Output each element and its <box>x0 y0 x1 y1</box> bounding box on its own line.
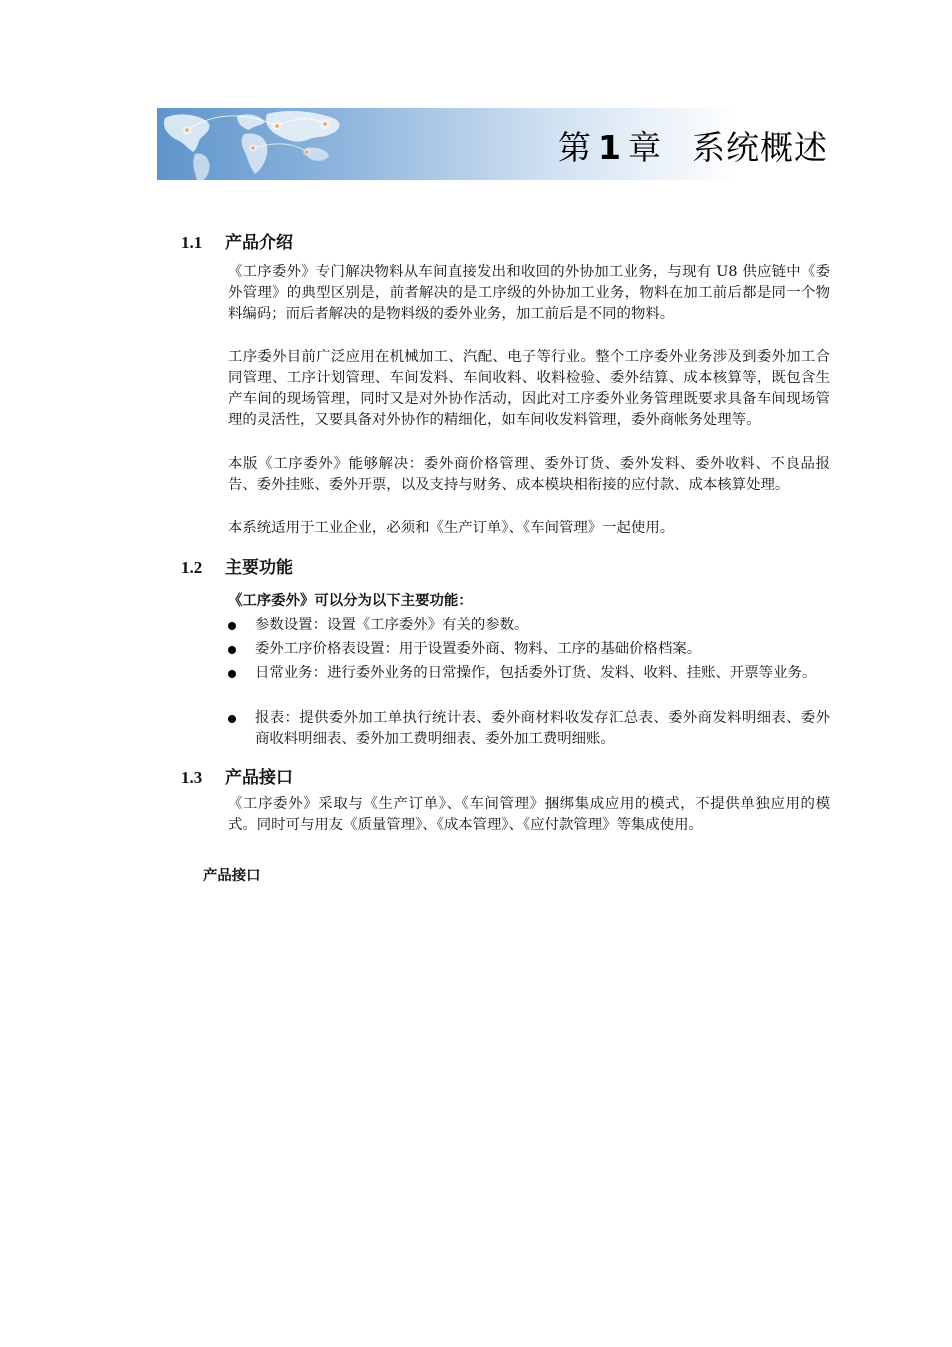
section-number: 1.3 <box>181 768 203 787</box>
bullet-icon <box>228 646 236 654</box>
bullet-icon <box>228 715 236 723</box>
paragraph: 本版《工序委外》能够解决：委外商价格管理、委外订货、委外发料、委外收料、不良品报告、委外挂账、委外开票，以及支持与财务、成本模块相衔接的应付款、成本核算处理。 <box>228 456 830 493</box>
list-item-text: 参数设置：设置《工序委外》有关的参数。 <box>255 617 529 633</box>
chapter-suffix: 章 <box>628 128 662 167</box>
list-item <box>228 663 830 684</box>
list-item-text: 委外工序价格表设置：用于设置委外商、物料、工序的基础价格档案。 <box>255 641 702 657</box>
paragraph: 《工序委外》专门解决物料从车间直接发出和收回的外协加工业务，与现有 U8 供应链中《委外管理》的典型区别是，前者解决的是工序级的外协加工业务，物料在加工前后都是同一个物料编码；而后者解决的是物料级的委外业务，加工前后是不同的物料。 <box>228 264 830 322</box>
list-item-text: 日常业务：进行委外业务的日常操作，包括委外订货、发料、收料、挂账、开票等业务。 <box>255 665 817 681</box>
section-title: 产品接口 <box>225 768 293 788</box>
paragraph: 工序委外目前广泛应用在机械加工、汽配、电子等行业。整个工序委外业务涉及到委外加工合同管理、工序计划管理、车间发料、车间收料、收料检验、委外结算、成本核算等，既包含生产车间的现场管理，同时又是对外协作活动，因此对工序委外业务管理既要求具备车间现场管理的灵活性，又要具备对外协作的精细化，如车间收发料管理，委外商帐务处理等。 <box>228 349 830 428</box>
list-item <box>228 639 830 660</box>
section-heading-1-3 <box>181 763 293 788</box>
bullet-icon <box>228 622 236 630</box>
section-heading-1-1 <box>181 228 293 253</box>
section-heading-1-2 <box>181 553 293 578</box>
chapter-banner <box>157 108 832 180</box>
paragraph: 本系统适用于工业企业，必须和《生产订单》、《车间管理》一起使用。 <box>228 520 675 536</box>
list-item-text: 报表：提供委外加工单执行统计表、委外商材料收发存汇总表、委外商发料明细表、委外商收料明细表、委外加工费明细表、委外加工费明细账。 <box>255 710 830 747</box>
list-item <box>228 615 830 636</box>
world-map-graphic <box>157 108 497 180</box>
paragraph: 《工序委外》采取与《生产订单》、《车间管理》捆绑集成应用的模式，不提供单独应用的模式。同时可与用友《质量管理》、《成本管理》、《应付款管理》等集成使用。 <box>228 796 830 833</box>
section-title: 产品介绍 <box>225 233 293 253</box>
list-item <box>228 708 830 750</box>
chapter-heading <box>558 122 828 169</box>
figure-caption: 产品接口 <box>203 867 261 884</box>
chapter-prefix: 第 <box>558 128 593 167</box>
chapter-number: 1 <box>598 128 622 167</box>
functions-intro: 《工序委外》可以分为以下主要功能： <box>228 592 473 609</box>
chapter-title-text: 系统概述 <box>692 128 828 167</box>
section-number: 1.2 <box>181 558 203 577</box>
bullet-icon <box>228 670 236 678</box>
section-number: 1.1 <box>181 233 203 252</box>
section-title: 主要功能 <box>225 558 293 578</box>
